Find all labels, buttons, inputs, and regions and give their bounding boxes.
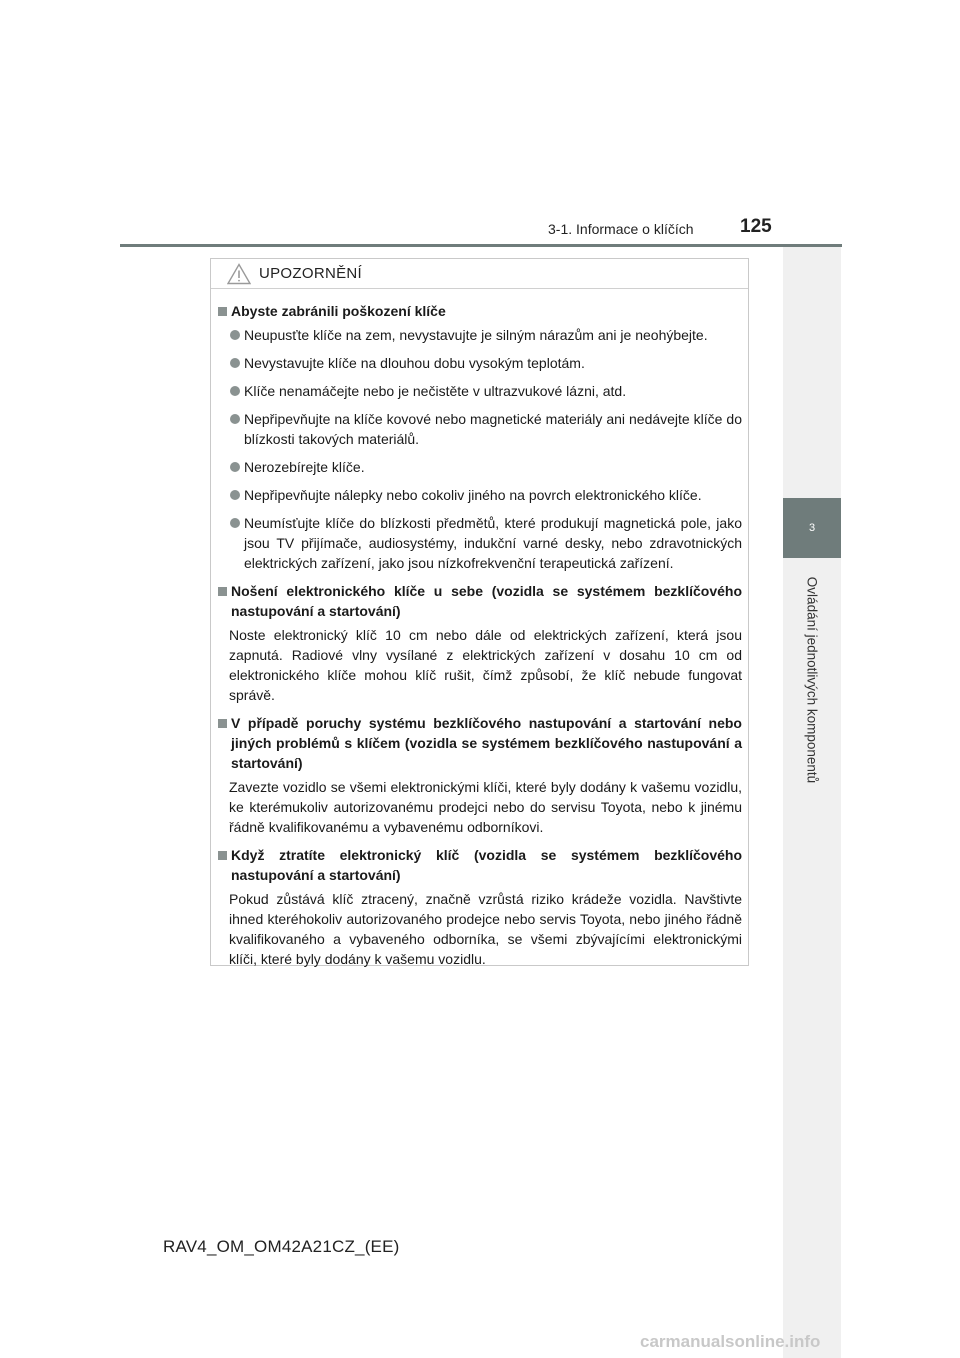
round-bullet-icon	[230, 330, 240, 340]
list-item: Neumísťujte klíče do blízkosti předmětů, které produkují magnetická pole, jako jsou TV přijímače, audiosystémy, indukční varné desky, nebo zdravotnických elektrických zařízení, jako jsou nízkofrekvenční terapeutická zařízení.	[217, 513, 742, 573]
section-text: Pokud zůstává klíč ztracený, značně vzrůstá riziko krádeže vozidla. Navštivte ihned kteréhokoliv autorizovaného prodejce nebo servis Toyota, nebo jiného řádně kvalifikovaného a vybaveného odborníka, se všemi zbývajícími elektronickými klíči, které byly dodány k vašemu vozidlu.	[229, 891, 742, 967]
section-key-damage	[217, 301, 742, 573]
round-bullet-icon	[230, 462, 240, 472]
list-item: Klíče nenamáčejte nebo je nečistěte v ultrazvukové lázni, atd.	[217, 381, 742, 401]
round-bullet-icon	[230, 518, 240, 528]
section-carrying-key	[217, 581, 742, 705]
section-lost-key	[217, 845, 742, 969]
page-number: 125	[740, 216, 772, 237]
list-item: Nepřipevňujte na klíče kovové nebo magnetické materiály ani nedávejte klíče do blízkosti takových materiálů.	[217, 409, 742, 449]
square-bullet-icon	[218, 587, 227, 596]
square-bullet-icon	[218, 719, 227, 728]
section-title: 3-1. Informace o klíčích	[548, 221, 694, 237]
document-code: RAV4_OM_OM42A21CZ_(EE)	[163, 1237, 400, 1256]
square-bullet-icon	[218, 307, 227, 316]
side-bar	[783, 247, 841, 1358]
warning-body	[211, 289, 748, 969]
chapter-tab	[783, 498, 841, 558]
section-heading: V případě poruchy systému bezklíčového nastupování a startování nebo jiných problémů s klíčem (vozidla se systémem bezklíčového nastupování a startování)	[217, 713, 742, 773]
chapter-number: 3	[808, 522, 816, 534]
section-malfunction	[217, 713, 742, 837]
square-bullet-icon	[218, 851, 227, 860]
list-item: Neupusťte klíče na zem, nevystavujte je silným nárazům ani je neohýbejte.	[217, 325, 742, 345]
round-bullet-icon	[230, 386, 240, 396]
section-text: Noste elektronický klíč 10 cm nebo dále od elektrických zařízení, která jsou zapnutá. Radiové vlny vysílané z elektrických zařízení v dosahu 10 cm od elektronického klíče mohou klíč rušit, čímž způsobí, že klíč nebude fungovat správě.	[229, 627, 742, 703]
section-heading: Abyste zabránili poškození klíče	[217, 301, 742, 321]
list-item: Nerozebírejte klíče.	[217, 457, 742, 477]
warning-box	[210, 258, 749, 966]
warning-triangle-icon	[227, 263, 251, 285]
header-rule	[120, 244, 842, 247]
warning-header	[211, 259, 748, 289]
section-heading: Nošení elektronického klíče u sebe (vozidla se systémem bezklíčového nastupování a startování)	[217, 581, 742, 621]
chapter-title: Ovládání jednotlivých komponentů	[804, 576, 820, 784]
list-item: Nevystavujte klíče na dlouhou dobu vysokým teplotám.	[217, 353, 742, 373]
round-bullet-icon	[230, 490, 240, 500]
list-item: Nepřipevňujte nálepky nebo cokoliv jiného na povrch elektronického klíče.	[217, 485, 742, 505]
round-bullet-icon	[230, 414, 240, 424]
warning-title: UPOZORNĚNÍ	[259, 265, 363, 282]
round-bullet-icon	[230, 358, 240, 368]
section-text: Zavezte vozidlo se všemi elektronickými klíči, které byly dodány k vašemu vozidlu, ke kterémukoliv autorizovanému prodejci nebo do servisu Toyota, nebo k jinému řádně kvalifikovanému a vybavenému odborníkovi.	[229, 779, 742, 835]
watermark: carmanualsonline.info	[640, 1332, 821, 1351]
section-heading: Když ztratíte elektronický klíč (vozidla se systémem bezklíčového nastupování a startování)	[217, 845, 742, 885]
